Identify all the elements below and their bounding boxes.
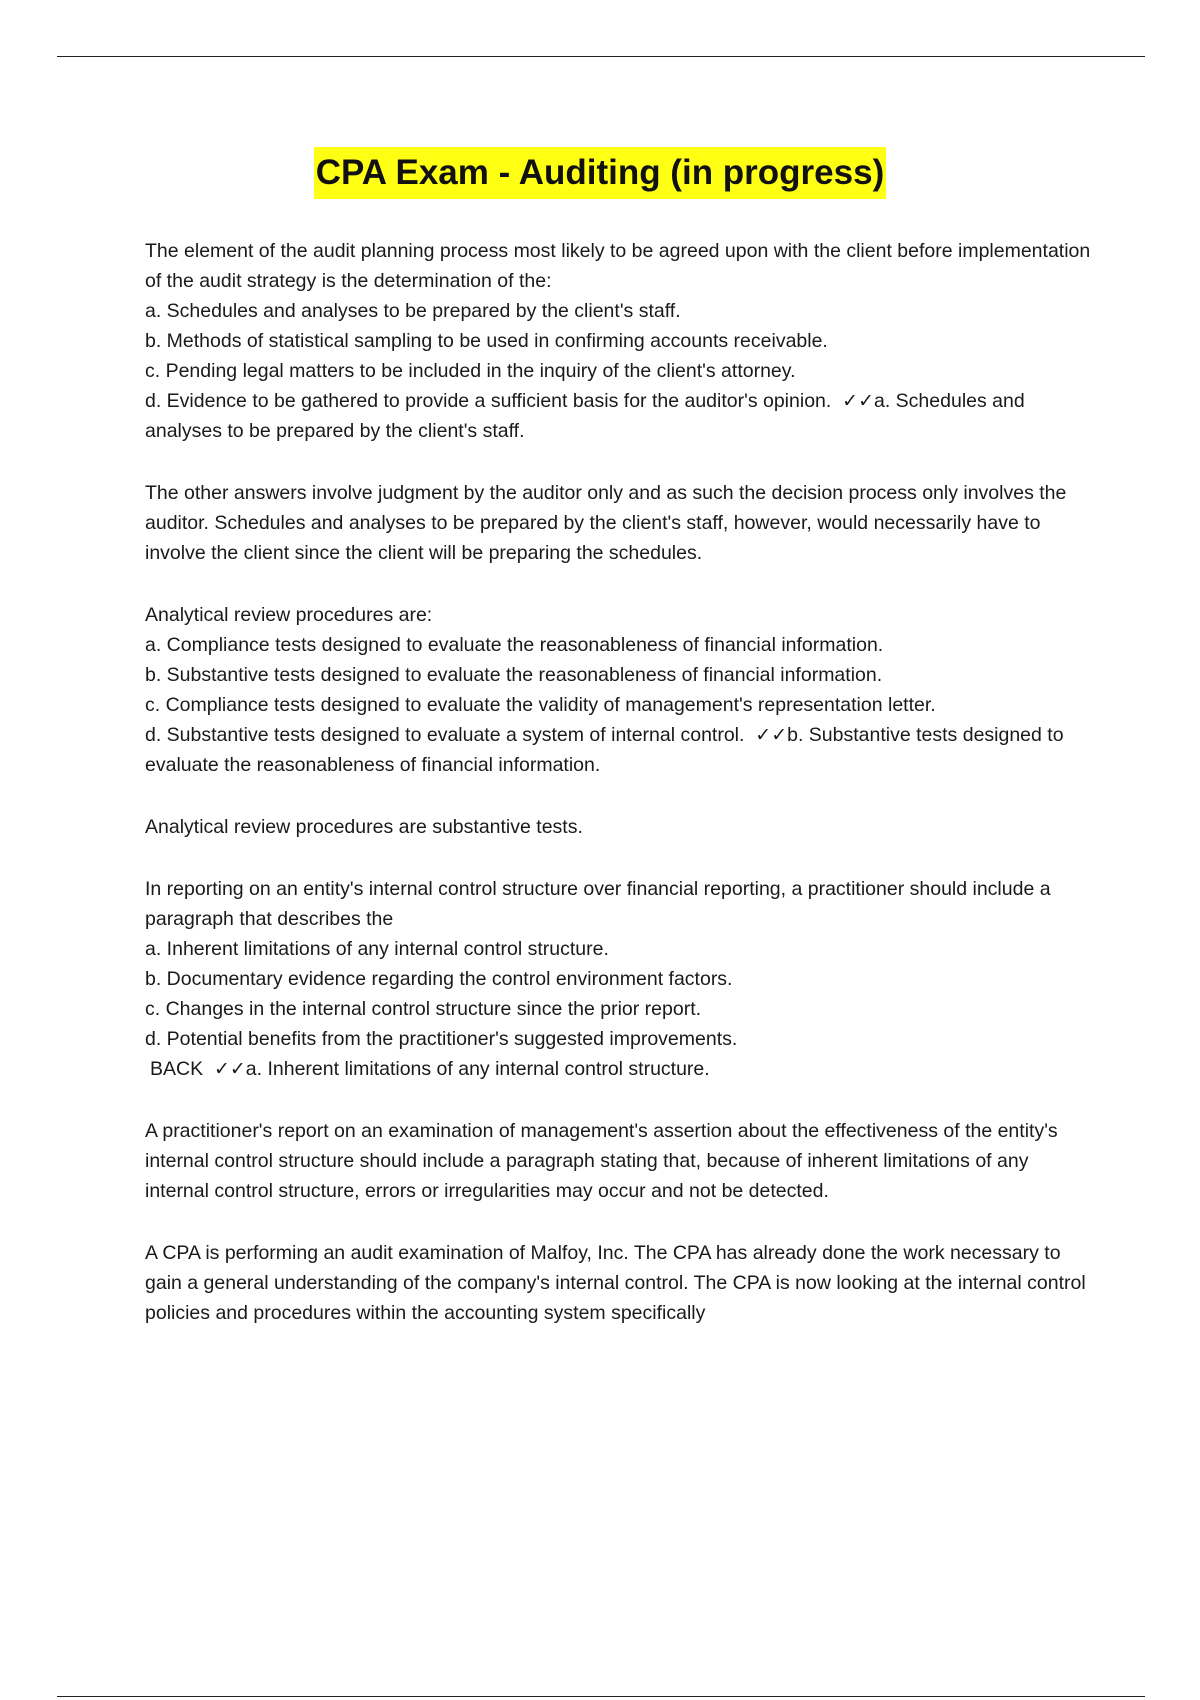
option-c: c. Changes in the internal control structure since the prior report. [145, 998, 702, 1020]
explanation-1 [145, 478, 1095, 568]
answer: a. Inherent limitations of any internal control structure. [245, 1058, 710, 1080]
option-a: a. Schedules and analyses to be prepared by the client's staff. [145, 300, 681, 322]
page-title: CPA Exam - Auditing (in progress) [314, 147, 886, 199]
answer: b. Substantive tests designed to evaluate the reasonableness of financial information. [145, 724, 1064, 776]
double-check-icon: ✓✓ [213, 1058, 246, 1080]
back-label: BACK [150, 1058, 204, 1080]
question-2 [145, 600, 1095, 780]
option-c: c. Compliance tests designed to evaluate the validity of management's representation letter. [145, 694, 936, 716]
option-b: b. Substantive tests designed to evaluate the reasonableness of financial information. [145, 664, 883, 686]
option-d: d. Potential benefits from the practitioner's suggested improvements. [145, 1028, 738, 1050]
option-b: b. Methods of statistical sampling to be used in confirming accounts receivable. [145, 330, 828, 352]
option-b: b. Documentary evidence regarding the control environment factors. [145, 968, 733, 990]
option-d: d. Substantive tests designed to evaluate a system of internal control. [145, 724, 745, 746]
option-d-with-answer [145, 386, 1095, 446]
double-check-icon: ✓✓ [842, 390, 874, 412]
option-a: a. Inherent limitations of any internal control structure. [145, 938, 609, 960]
title-container [0, 147, 1200, 199]
double-check-icon: ✓✓ [755, 724, 788, 746]
option-d: d. Evidence to be gathered to provide a sufficient basis for the auditor's opinion. [145, 390, 832, 412]
footer-rule [57, 1696, 1145, 1697]
answer: a. Schedules and analyses to be prepared by the client's staff. [145, 390, 1025, 442]
option-c: c. Pending legal matters to be included in the inquiry of the client's attorney. [145, 360, 796, 382]
explanation-text: Analytical review procedures are substantive tests. [145, 816, 583, 838]
question-stem: A CPA is performing an audit examination of Malfoy, Inc. The CPA has already done the work necessary to gain a general understanding of the company's internal control. The CPA is now looking at the internal control policies and procedures within the accounting system specifically [145, 1242, 1086, 1324]
question-stem: Analytical review procedures are: [145, 604, 433, 626]
document-body [145, 236, 1095, 1360]
question-stem: In reporting on an entity's internal control structure over financial reporting, a practitioner should include a paragraph that describes the [145, 878, 1051, 930]
question-stem: The element of the audit planning process most likely to be agreed upon with the client before implementation of the audit strategy is the determination of the: [145, 240, 1091, 292]
explanation-3 [145, 1116, 1095, 1206]
explanation-text: The other answers involve judgment by the auditor only and as such the decision process only involves the auditor. Schedules and analyses to be prepared by the client's staff, however, would necessarily have to involve the client since the client will be preparing the schedules. [145, 482, 1067, 564]
option-d-with-answer [145, 720, 1095, 780]
question-4 [145, 1238, 1095, 1328]
question-1 [145, 236, 1095, 446]
header-rule [57, 56, 1145, 57]
explanation-2 [145, 812, 1095, 842]
answer-line [145, 1054, 1095, 1084]
option-a: a. Compliance tests designed to evaluate the reasonableness of financial information. [145, 634, 884, 656]
question-3 [145, 874, 1095, 1084]
explanation-text: A practitioner's report on an examination of management's assertion about the effectiveness of the entity's internal control structure should include a paragraph stating that, because of inherent limitations of any internal control structure, errors or irregularities may occur and not be detected. [145, 1120, 1058, 1202]
